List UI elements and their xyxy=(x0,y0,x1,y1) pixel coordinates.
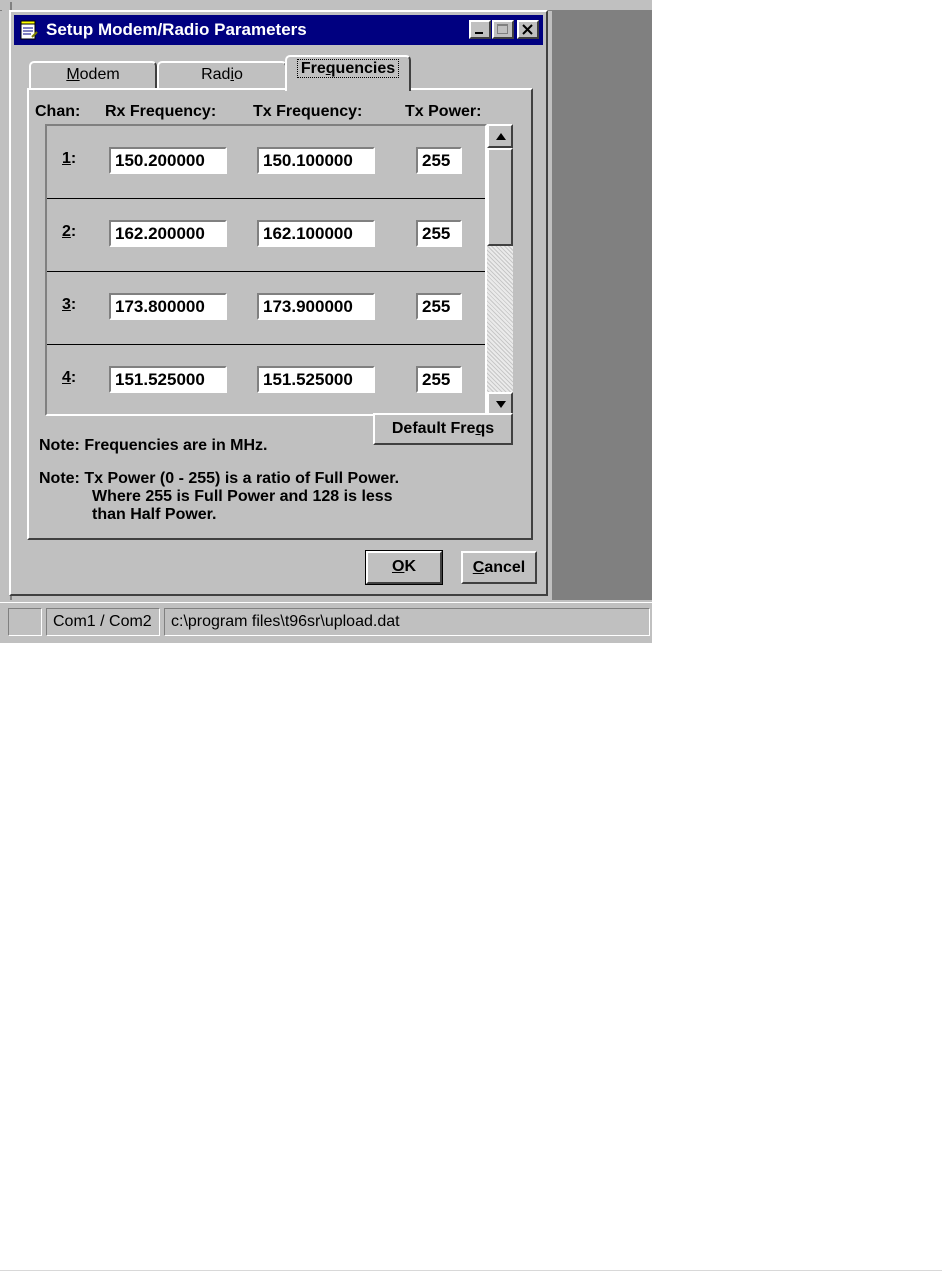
channel-row xyxy=(47,199,485,272)
close-icon xyxy=(519,22,537,37)
channel-label: 1: xyxy=(62,150,77,167)
status-bar xyxy=(0,602,652,643)
application-window xyxy=(0,0,652,642)
tab-strip xyxy=(27,55,427,89)
dialog-titlebar[interactable] xyxy=(14,15,543,45)
header-tx-power: Tx Power: xyxy=(405,103,482,120)
page-bottom-rule xyxy=(0,1270,942,1271)
tab-frequencies[interactable]: Frequencies xyxy=(285,55,411,91)
tx-power-input[interactable]: 255 xyxy=(416,147,462,174)
maximize-button[interactable] xyxy=(492,20,514,39)
mdi-background xyxy=(552,10,652,600)
rx-frequency-input[interactable]: 173.800000 xyxy=(109,293,227,320)
tx-frequency-input[interactable]: 150.100000 xyxy=(257,147,375,174)
close-button[interactable] xyxy=(517,20,539,39)
tx-power-input[interactable]: 255 xyxy=(416,220,462,247)
channel-scrollbar[interactable] xyxy=(487,124,513,416)
channel-row xyxy=(47,272,485,345)
note-power-line-2: Where 255 is Full Power and 128 is less xyxy=(92,488,393,505)
tab-modem[interactable]: Modem xyxy=(29,61,157,89)
dialog-title: Setup Modem/Radio Parameters xyxy=(46,20,307,39)
ok-button[interactable]: OK xyxy=(366,551,442,584)
channel-row xyxy=(47,345,485,417)
channel-label: 4: xyxy=(62,369,77,386)
notepad-icon xyxy=(20,20,38,40)
status-ports: Com1 / Com2 xyxy=(46,608,160,636)
rx-frequency-input[interactable]: 162.200000 xyxy=(109,220,227,247)
tx-frequency-input[interactable]: 162.100000 xyxy=(257,220,375,247)
setup-dialog xyxy=(9,10,548,596)
header-rx-frequency: Rx Frequency: xyxy=(105,103,217,120)
note-power-line-1: Note: Tx Power (0 - 255) is a ratio of Full Power. xyxy=(39,470,400,487)
tx-power-input[interactable]: 255 xyxy=(416,366,462,393)
channel-row xyxy=(47,126,485,199)
status-panel-blank xyxy=(8,608,42,636)
minimize-icon xyxy=(471,22,489,37)
cancel-button[interactable]: Cancel xyxy=(461,551,537,584)
scroll-up-button[interactable] xyxy=(487,124,513,148)
channel-label: 3: xyxy=(62,296,77,313)
note-power-line-3: than Half Power. xyxy=(92,506,217,523)
maximize-icon xyxy=(494,22,512,37)
arrow-up-icon xyxy=(496,133,506,140)
header-tx-frequency: Tx Frequency: xyxy=(253,103,363,120)
arrow-down-icon xyxy=(496,401,506,408)
tx-power-input[interactable]: 255 xyxy=(416,293,462,320)
channel-label: 2: xyxy=(62,223,77,240)
status-file-path: c:\program files\t96sr\upload.dat xyxy=(164,608,650,636)
tab-radio[interactable]: Radio xyxy=(157,61,287,89)
header-chan: Chan: xyxy=(35,103,81,120)
tx-frequency-input[interactable]: 173.900000 xyxy=(257,293,375,320)
frequencies-panel xyxy=(27,88,533,540)
minimize-button[interactable] xyxy=(469,20,491,39)
scroll-thumb[interactable] xyxy=(487,148,513,246)
note-units: Note: Frequencies are in MHz. xyxy=(39,437,268,454)
tx-frequency-input[interactable]: 151.525000 xyxy=(257,366,375,393)
rx-frequency-input[interactable]: 151.525000 xyxy=(109,366,227,393)
channel-grid xyxy=(45,124,487,416)
rx-frequency-input[interactable]: 150.200000 xyxy=(109,147,227,174)
default-freqs-button[interactable]: Default Freqs xyxy=(373,413,513,445)
